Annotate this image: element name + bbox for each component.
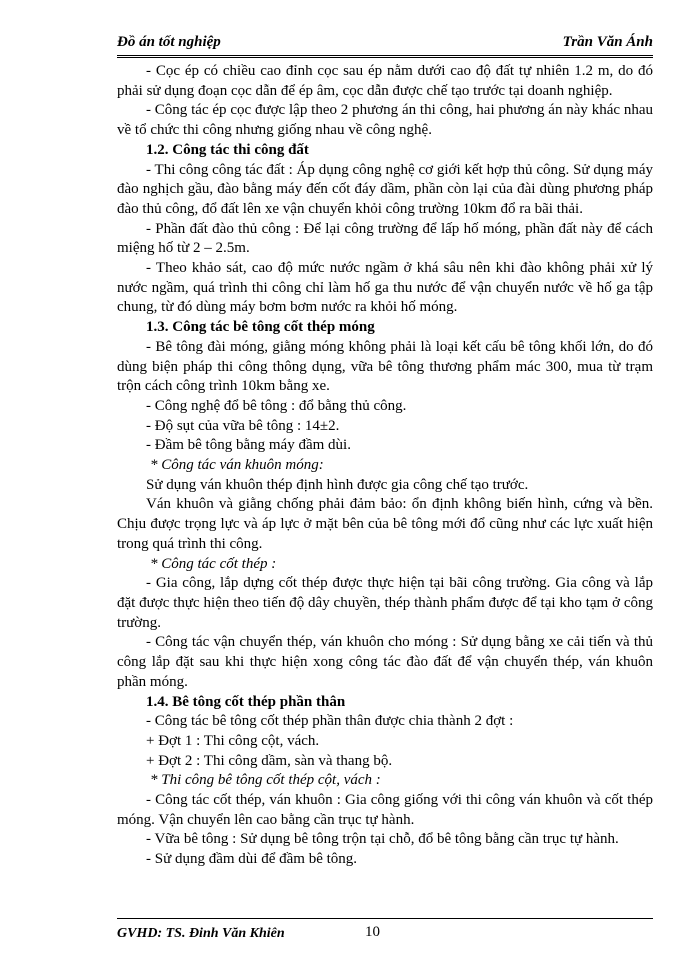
header-rule xyxy=(117,55,653,58)
footer-rule xyxy=(117,918,653,919)
paragraph: - Đầm bê tông bằng máy đầm dùi. xyxy=(146,437,351,454)
header-right: Trần Văn Ánh xyxy=(562,34,653,50)
section-heading: 1.3. Công tác bê tông cốt thép móng xyxy=(146,319,375,336)
subheading: * Công tác cốt thép : xyxy=(150,555,277,572)
paragraph: - Theo khảo sát, cao độ mức nước ngầm ở khá sâu nên khi đào không phải xử lý nước ngầm, quá trình thi công chỉ làm hố ga thu nước để vận chuyển nước về hố ga tập chung, từ đó dùng máy bơm bơm nước ra khỏi hố móng. xyxy=(117,260,653,316)
paragraph: - Công nghệ đổ bê tông : đổ bằng thủ công. xyxy=(146,397,407,414)
section-heading: 1.2. Công tác thi công đất xyxy=(146,141,309,158)
document-body xyxy=(117,62,653,870)
paragraph: - Sử dụng đầm dùi để đầm bê tông. xyxy=(146,851,358,868)
paragraph: - Vữa bê tông : Sử dụng bê tông trộn tại chỗ, đổ bê tông bằng cần trục tự hành. xyxy=(146,831,619,848)
paragraph: Ván khuôn và giằng chống phải đảm bảo: ổn định không biến hình, cứng và bền. Chịu được trọng lực và áp lực ở mặt bên của bê tông mới đổ cũng như các lực xuất hiện trong quá trình thi công. xyxy=(117,496,653,552)
paragraph: Sử dụng ván khuôn thép định hình được gia công chế tạo trước. xyxy=(146,476,529,493)
paragraph: + Đợt 1 : Thi công cột, vách. xyxy=(146,732,320,749)
paragraph: - Công tác bê tông cốt thép phần thân được chia thành 2 đợt : xyxy=(146,713,514,730)
paragraph: - Độ sụt của vữa bê tông : 14±2. xyxy=(146,417,340,434)
footer-supervisor: GVHD: TS. Đinh Văn Khiên xyxy=(117,926,285,941)
paragraph: - Cọc ép có chiều cao đỉnh cọc sau ép nằm dưới cao độ đất tự nhiên 1.2 m, do đó phải sử dụng đoạn cọc dẫn để ép âm, cọc dẫn được chế tạo trước tại doanh nghiệp. xyxy=(117,63,653,99)
header-left: Đồ án tốt nghiệp xyxy=(117,34,221,50)
paragraph: + Đợt 2 : Thi công dầm, sàn và thang bộ. xyxy=(146,752,393,769)
paragraph: - Công tác vận chuyển thép, ván khuôn cho móng : Sử dụng bằng xe cải tiến và thủ công lắp đặt sau khi thực hiện xong công tác đào đất để vận chuyển thép, ván khuôn phần móng. xyxy=(117,634,653,690)
subheading: * Thi công bê tông cốt thép cột, vách : xyxy=(150,772,381,789)
section-heading: 1.4. Bê tông cốt thép phần thân xyxy=(146,693,346,710)
paragraph: - Công tác ép cọc được lập theo 2 phương án thi công, hai phương án này khác nhau về tổ chức thi công nhưng giống nhau về công nghệ. xyxy=(117,102,653,139)
paragraph: - Bê tông đài móng, giằng móng không phải là loại kết cấu bê tông khối lớn, do đó dùng biện pháp thi công thông dụng, vữa bê tông thương phẩm mác 300, mua từ trạm trộn cách công trình 10km bằng xe. xyxy=(117,338,653,395)
paragraph: - Gia công, lắp dựng cốt thép được thực hiện tại bãi công trường. Gia công và lắp đặt được thực hiện theo tiến độ dây chuyền, thép thành phẩm được để tại kho tạm ở công trường. xyxy=(117,575,653,631)
paragraph: - Thi công công tác đất : Áp dụng công nghệ cơ giới kết hợp thủ công. Sử dụng máy đào nghịch gầu, đào bằng máy đến cốt đáy dầm, phần còn lại của đài dùng phương pháp đào thủ công, đổ đất lên xe vận chuyển khỏi công trường 10km đổ ra bãi thải. xyxy=(117,161,653,217)
page-header xyxy=(117,34,653,54)
paragraph: - Công tác cốt thép, ván khuôn : Gia công giống với thi công ván khuôn và cốt thép móng. Vận chuyển lên cao bằng cần trục tự hành. xyxy=(117,792,653,828)
paragraph: - Phần đất đào thủ công : Để lại công trường để lấp hố móng, phần đất này để cách miệng hố từ 2 – 2.5m. xyxy=(117,220,653,257)
page-number: 10 xyxy=(365,924,380,940)
subheading: * Công tác ván khuôn móng: xyxy=(150,457,324,474)
